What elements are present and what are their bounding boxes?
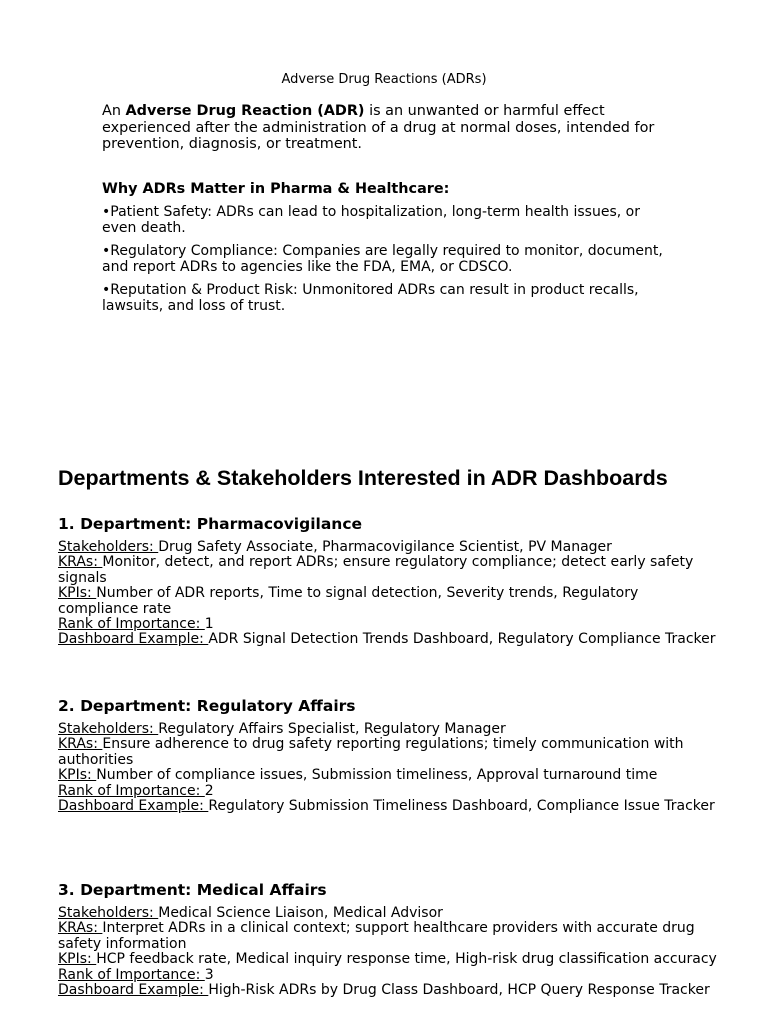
- stakeholders-value: Regulatory Affairs Specialist, Regulatory Manager: [158, 721, 506, 737]
- intro-term: Adverse Drug Reaction (ADR): [125, 103, 365, 119]
- intro-prefix: An: [102, 103, 126, 119]
- doc-title: Adverse Drug Reactions (ADRs): [281, 72, 487, 87]
- department-title: 3. Department: Medical Affairs: [58, 881, 327, 899]
- kpis-line: [58, 586, 718, 617]
- department-body: [58, 906, 718, 998]
- rank-value: 3: [204, 966, 214, 983]
- dashboard-line: [58, 983, 718, 998]
- kras-line: [58, 737, 718, 768]
- stakeholders-value: Drug Safety Associate, Pharmacovigilance Scientist, PV Manager: [158, 539, 612, 555]
- department-pharmacovigilance: [58, 515, 718, 648]
- rank-label: Rank of Importance:: [58, 616, 205, 633]
- department-regulatory-affairs: [58, 697, 718, 814]
- kras-value: Interpret ADRs in a clinical context; support healthcare providers with accurate drug safety information: [58, 920, 695, 952]
- rank-line: [58, 968, 718, 983]
- rank-line: [58, 617, 718, 632]
- rank-value: 2: [204, 782, 214, 799]
- dashboard-line: [58, 632, 718, 647]
- dashboard-value: High-Risk ADRs by Drug Class Dashboard, HCP Query Response Tracker: [208, 982, 710, 999]
- dashboard-label: Dashboard Example:: [58, 798, 209, 815]
- stakeholders-line: [58, 722, 718, 737]
- dashboard-value: Regulatory Submission Timeliness Dashboard, Compliance Issue Tracker: [208, 798, 715, 815]
- kras-label: KRAs:: [58, 554, 103, 571]
- rank-label: Rank of Importance:: [58, 966, 205, 983]
- department-title: 1. Department: Pharmacovigilance: [58, 515, 363, 533]
- why-item-reputation-risk: •Reputation & Product Risk: Unmonitored ADRs can result in product recalls, lawsuits, and loss of trust.: [102, 282, 639, 314]
- department-body: [58, 722, 718, 814]
- kpis-value: Number of compliance issues, Submission timeliness, Approval turnaround time: [96, 767, 658, 784]
- kpis-label: KPIs:: [58, 767, 97, 784]
- kras-line: [58, 555, 718, 586]
- kpis-line: [58, 768, 718, 783]
- kras-label: KRAs:: [58, 920, 103, 937]
- why-heading: Why ADRs Matter in Pharma & Healthcare:: [102, 181, 450, 197]
- kras-value: Ensure adherence to drug safety reporting regulations; timely communication with authorities: [58, 736, 684, 768]
- stakeholders-label: Stakeholders:: [58, 905, 159, 921]
- section-heading: Departments & Stakeholders Interested in ADR Dashboards: [58, 466, 668, 490]
- department-medical-affairs: [58, 881, 718, 998]
- kpis-label: KPIs:: [58, 585, 97, 602]
- kpis-label: KPIs:: [58, 951, 97, 968]
- stakeholders-value: Medical Science Liaison, Medical Advisor: [158, 905, 443, 921]
- why-list: [102, 205, 672, 322]
- dashboard-line: [58, 799, 718, 814]
- rank-line: [58, 784, 718, 799]
- rank-value: 1: [204, 616, 214, 633]
- rank-label: Rank of Importance:: [58, 782, 205, 799]
- stakeholders-line: [58, 540, 718, 555]
- why-item-patient-safety: •Patient Safety: ADRs can lead to hospitalization, long-term health issues, or even death.: [102, 204, 640, 236]
- intro-suffix: is an unwanted or harmful effect experienced after the administration of a drug at normal doses, intended for prevention, diagnosis, or treatment.: [102, 103, 655, 152]
- why-item-regulatory-compliance: •Regulatory Compliance: Companies are legally required to monitor, document, and report ADRs to agencies like the FDA, EMA, or CDSCO.: [102, 243, 663, 275]
- kras-value: Monitor, detect, and report ADRs; ensure regulatory compliance; detect early safety signals: [58, 554, 694, 586]
- kpis-value: Number of ADR reports, Time to signal detection, Severity trends, Regulatory compliance rate: [58, 585, 639, 617]
- stakeholders-label: Stakeholders:: [58, 721, 159, 737]
- kras-label: KRAs:: [58, 736, 103, 753]
- department-title: 2. Department: Regulatory Affairs: [58, 697, 356, 715]
- department-body: [58, 540, 718, 648]
- stakeholders-label: Stakeholders:: [58, 539, 159, 555]
- kpis-line: [58, 952, 718, 967]
- kras-line: [58, 921, 718, 952]
- intro-paragraph: [102, 103, 672, 153]
- dashboard-label: Dashboard Example:: [58, 631, 209, 648]
- dashboard-value: ADR Signal Detection Trends Dashboard, Regulatory Compliance Tracker: [208, 631, 716, 648]
- stakeholders-line: [58, 906, 718, 921]
- kpis-value: HCP feedback rate, Medical inquiry response time, High-risk drug classification accuracy: [96, 951, 717, 968]
- dashboard-label: Dashboard Example:: [58, 982, 209, 999]
